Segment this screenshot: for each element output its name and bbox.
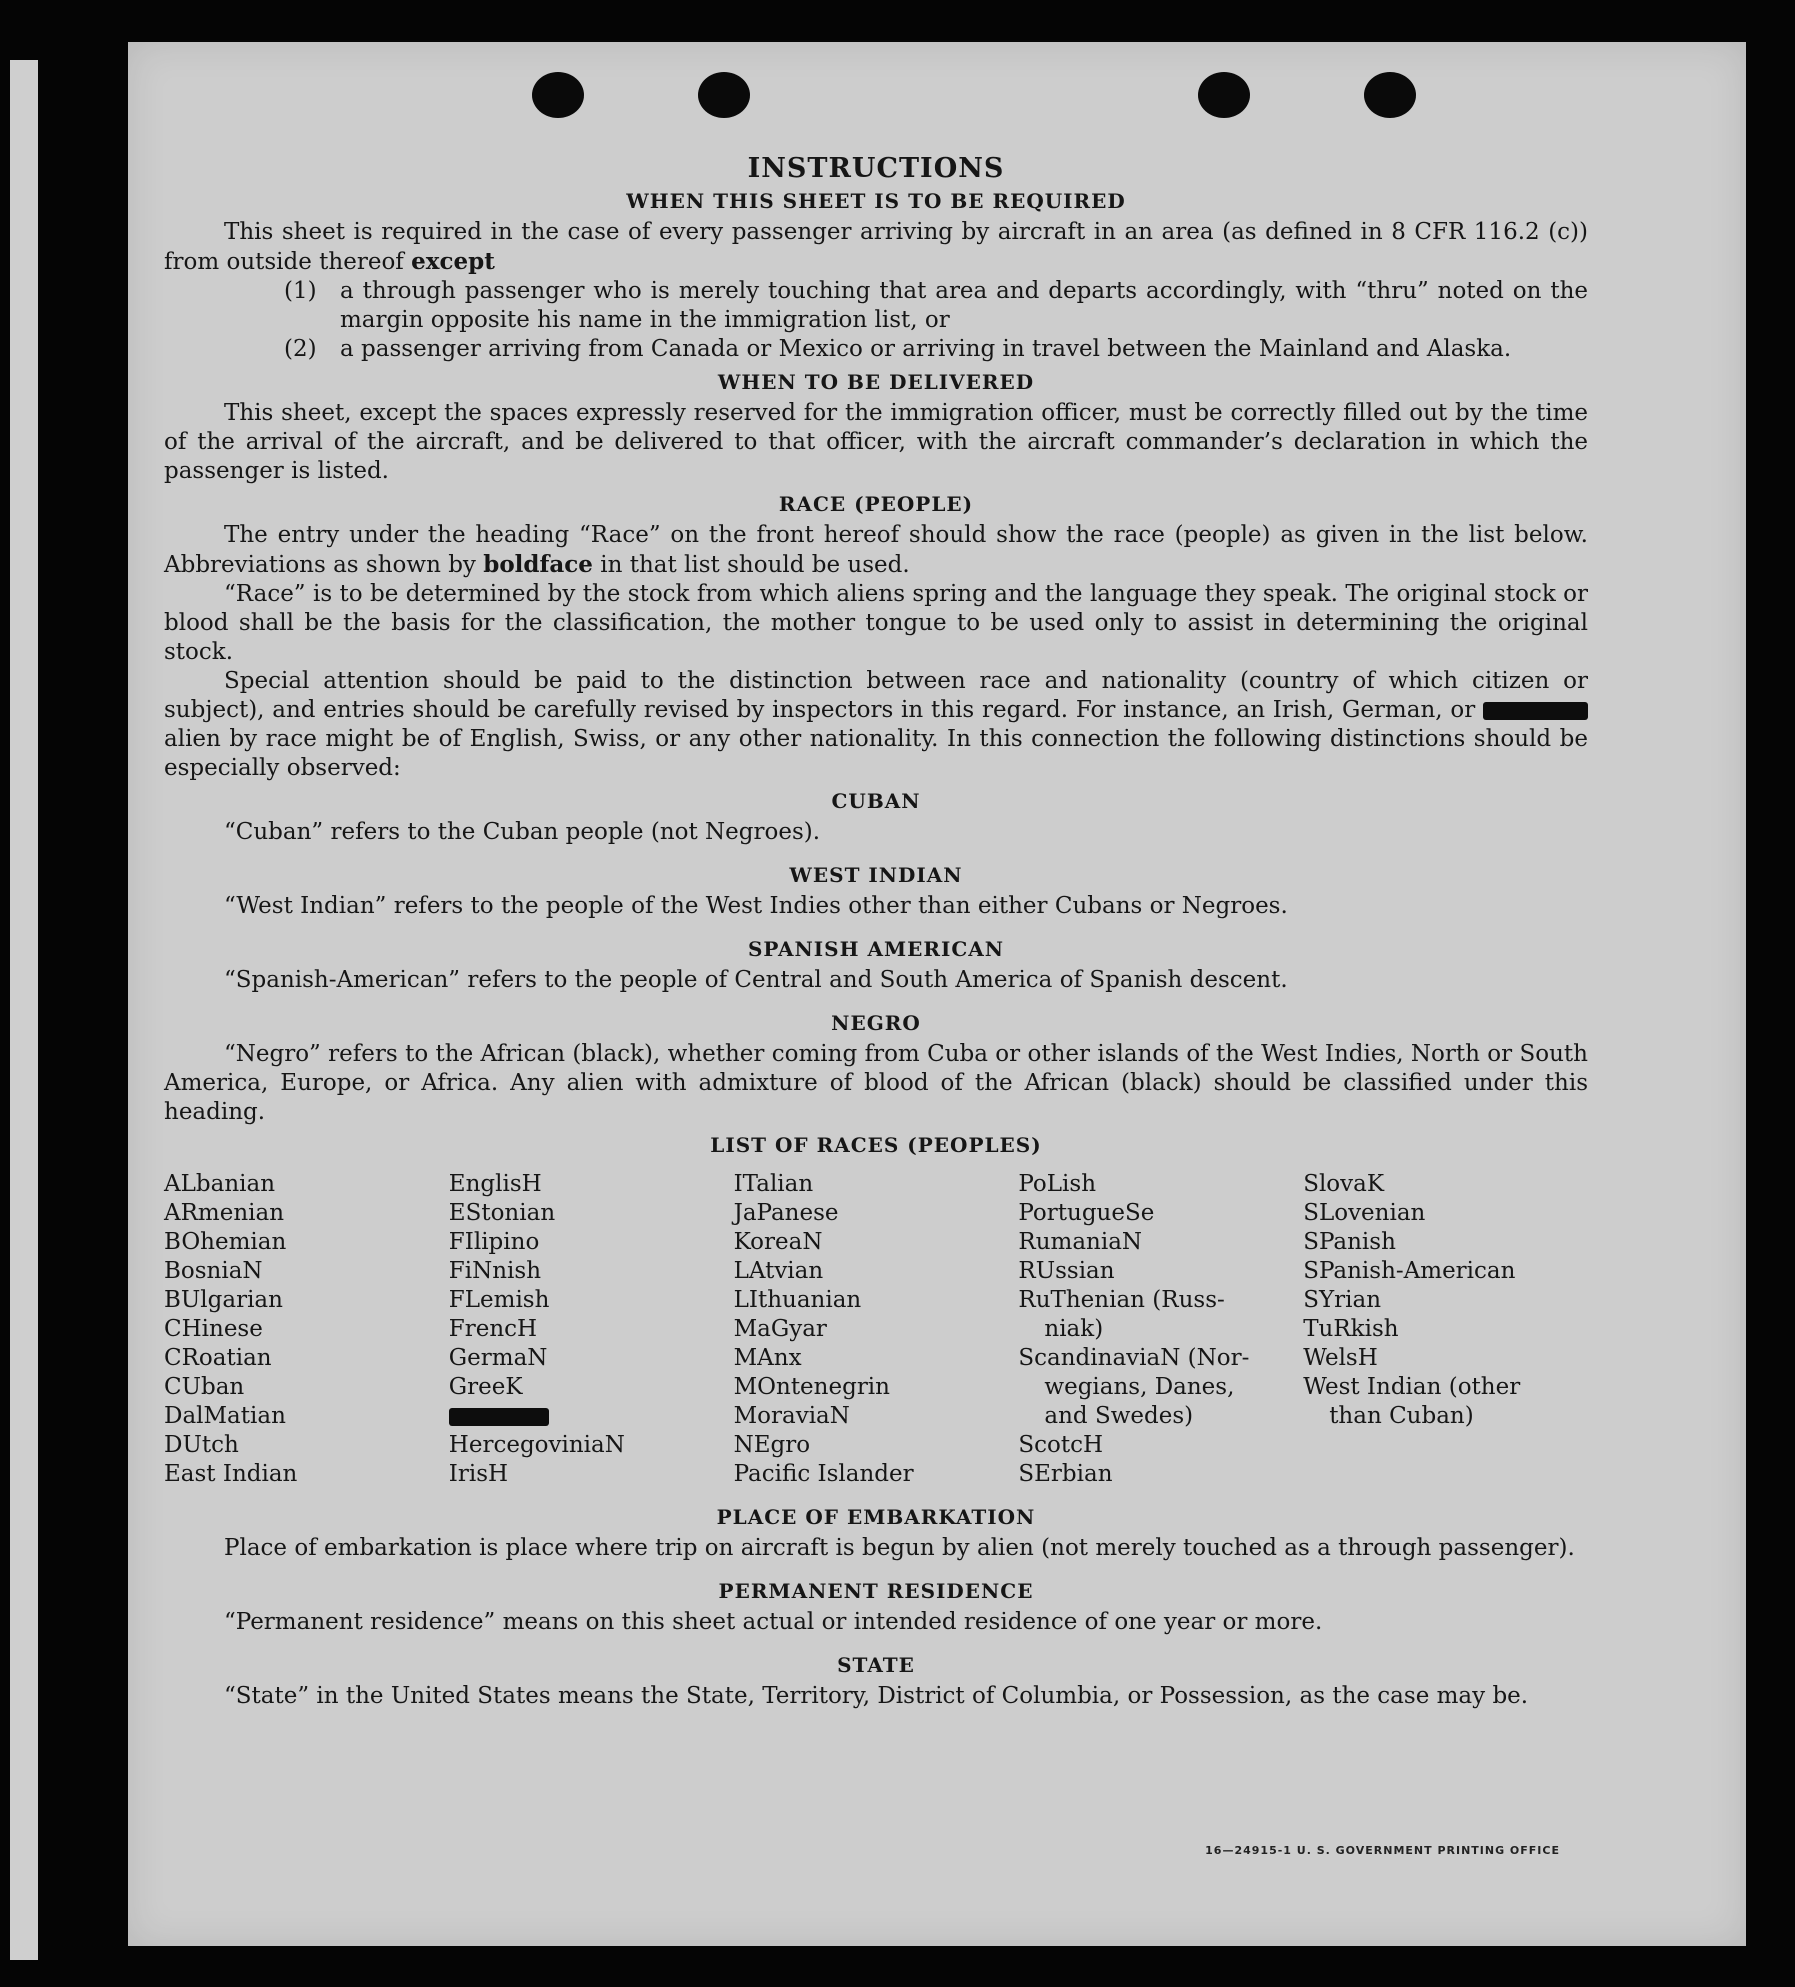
section-heading-negro: NEGRO xyxy=(831,1011,921,1035)
race-entry: FLemish xyxy=(448,1287,550,1313)
punch-hole xyxy=(698,72,750,118)
races-list xyxy=(164,1170,1588,1489)
race-entry: ALbanian xyxy=(164,1171,276,1197)
race-entry-continued: than Cuban) xyxy=(1329,1403,1474,1429)
race-entry: RUssian xyxy=(1018,1258,1115,1284)
race-entry: SLovenian xyxy=(1303,1200,1426,1226)
race-entry: WelsH xyxy=(1303,1345,1378,1371)
section-heading-west-indian: WEST INDIAN xyxy=(789,863,963,887)
redaction-mark xyxy=(1483,702,1588,720)
race-entry: FrencH xyxy=(448,1316,538,1342)
race-entry: BOhemian xyxy=(164,1229,287,1255)
printer-imprint: 16—24915-1 U. S. GOVERNMENT PRINTING OFFICE xyxy=(1205,1844,1560,1857)
boldface-word: boldface xyxy=(483,551,593,578)
race-entry: IrisH xyxy=(448,1461,509,1487)
races-column-5 xyxy=(1303,1170,1588,1489)
embarkation-text: Place of embarkation is place where trip on aircraft is begun by alien (not merely touched as a through passenger). xyxy=(224,1535,1575,1561)
required-item-1 xyxy=(164,277,1588,335)
race-entry: EStonian xyxy=(448,1200,556,1226)
race-entry: DalMatian xyxy=(164,1403,286,1429)
race-paragraph-1: The entry under the heading “Race” on the front hereof should show the race (people) as given in the list below. Abbreviations as shown by boldface in that list should be used. xyxy=(164,522,1588,578)
race-entry: BUlgarian xyxy=(164,1287,283,1313)
race-entry: KoreaN xyxy=(733,1229,823,1255)
race-entry: EnglisH xyxy=(448,1171,542,1197)
section-heading-cuban: CUBAN xyxy=(831,789,921,813)
races-column-3 xyxy=(734,1170,1019,1489)
race-entry-continued: and Swedes) xyxy=(1044,1403,1194,1429)
item-number: (2) xyxy=(284,336,317,362)
residence-text: “Permanent residence” means on this sheet actual or intended residence of one year or more. xyxy=(224,1609,1323,1635)
cuban-text: “Cuban” refers to the Cuban people (not Negroes). xyxy=(224,819,821,845)
race-entry: MOntenegrin xyxy=(733,1374,890,1400)
punch-hole xyxy=(1364,72,1416,118)
required-intro: This sheet is required in the case of every passenger arriving by aircraft in an area (as defined in 8 CFR 116.2 (c)) from outside thereof except xyxy=(164,219,1588,275)
page-title: INSTRUCTIONS xyxy=(747,153,1005,184)
race-entry-redacted xyxy=(449,1402,734,1431)
item-number: (1) xyxy=(284,278,317,304)
item-text: a through passenger who is merely touching that area and departs accordingly, with “thru” noted on the margin opposite his name in the immigration list, or xyxy=(340,278,1588,333)
section-heading-list-of-races: LIST OF RACES (PEOPLES) xyxy=(710,1133,1042,1157)
adjacent-page-edge xyxy=(10,60,38,1960)
item-text: a passenger arriving from Canada or Mexico or arriving in travel between the Mainland and Alaska. xyxy=(340,336,1512,362)
race-entry: CHinese xyxy=(164,1316,263,1342)
race-entry: ScandinaviaN (Nor- xyxy=(1018,1345,1250,1371)
race-entry: FIlipino xyxy=(448,1229,540,1255)
required-except: except xyxy=(411,248,495,275)
instructions-content xyxy=(164,154,1588,1711)
spanish-american-text: “Spanish-American” refers to the people of Central and South America of Spanish descent. xyxy=(224,967,1288,993)
race-entry: PortugueSe xyxy=(1018,1200,1155,1226)
race-entry: PoLish xyxy=(1018,1171,1097,1197)
race-entry: NEgro xyxy=(733,1432,811,1458)
punch-hole xyxy=(532,72,584,118)
race-entry: MoraviaN xyxy=(733,1403,850,1429)
races-column-4 xyxy=(1018,1170,1303,1489)
race-entry: LAtvian xyxy=(733,1258,824,1284)
race-entry: MAnx xyxy=(733,1345,802,1371)
section-heading-embarkation: PLACE OF EMBARKATION xyxy=(716,1505,1036,1529)
race-entry: RumaniaN xyxy=(1018,1229,1143,1255)
race-entry: FiNnish xyxy=(448,1258,542,1284)
race-entry: GermaN xyxy=(448,1345,548,1371)
race-entry-continued: wegians, Danes, xyxy=(1044,1374,1235,1400)
race-entry: SPanish-American xyxy=(1303,1258,1516,1284)
race-entry: MaGyar xyxy=(733,1316,827,1342)
state-text: “State” in the United States means the State, Territory, District of Columbia, or Possession, as the case may be. xyxy=(224,1683,1529,1709)
race-entry-continued: niak) xyxy=(1044,1316,1104,1342)
race-entry: SErbian xyxy=(1018,1461,1113,1487)
race-entry: ScotcH xyxy=(1018,1432,1104,1458)
section-heading-delivered: WHEN TO BE DELIVERED xyxy=(717,370,1035,394)
section-heading-residence: PERMANENT RESIDENCE xyxy=(718,1579,1034,1603)
race-entry: CUban xyxy=(164,1374,245,1400)
race-entry: ITalian xyxy=(733,1171,814,1197)
race-entry: SYrian xyxy=(1303,1287,1382,1313)
race-entry: LIthuanian xyxy=(733,1287,862,1313)
required-item-2 xyxy=(164,335,1588,364)
delivered-text: This sheet, except the spaces expressly reserved for the immigration officer, must be correctly filled out by the time of the arrival of the aircraft, and be delivered to that officer, with the aircraft commander’s declaration in which the passenger is listed. xyxy=(164,400,1588,484)
section-heading-race: RACE (PEOPLE) xyxy=(778,492,974,516)
section-heading-state: STATE xyxy=(837,1653,915,1677)
race-entry: Pacific Islander xyxy=(733,1461,914,1487)
race-paragraph-3: Special attention should be paid to the distinction between race and nationality (country of which citizen or subject), and entries should be carefully revised by inspectors in this regard. For instance, an Irish, German, or alien by race might be of English, Swiss, or any other nationality. In this connection the following distinctions should be especially observed: xyxy=(164,668,1588,781)
race-entry: East Indian xyxy=(164,1461,298,1487)
redaction-mark xyxy=(449,1408,549,1426)
race-entry: DUtch xyxy=(164,1432,239,1458)
race-entry: West Indian (other xyxy=(1303,1374,1521,1400)
negro-text: “Negro” refers to the African (black), whether coming from Cuba or other islands of the West Indies, North or South America, Europe, or Africa. Any alien with admixture of blood of the African (black) should be classified under this heading. xyxy=(164,1041,1588,1125)
race-entry: RuThenian (Russ- xyxy=(1018,1287,1225,1313)
section-heading-required: WHEN THIS SHEET IS TO BE REQUIRED xyxy=(626,189,1126,213)
race-entry: SPanish xyxy=(1303,1229,1396,1255)
race-entry: BosniaN xyxy=(164,1258,263,1284)
section-heading-spanish-american: SPANISH AMERICAN xyxy=(747,937,1005,961)
race-entry: SlovaK xyxy=(1303,1171,1385,1197)
race-paragraph-2: “Race” is to be determined by the stock from which aliens spring and the language they speak. The original stock or blood shall be the basis for the classification, the mother tongue to be used only to assist in determining the original stock. xyxy=(164,581,1588,665)
race-entry: CRoatian xyxy=(164,1345,272,1371)
race-entry: HercegoviniaN xyxy=(448,1432,625,1458)
race-entry: JaPanese xyxy=(733,1200,839,1226)
document-sheet xyxy=(128,42,1746,1946)
race-entry: GreeK xyxy=(448,1374,523,1400)
race-entry: TuRkish xyxy=(1303,1316,1399,1342)
race-entry: ARmenian xyxy=(164,1200,285,1226)
races-column-1 xyxy=(164,1170,449,1489)
races-column-2 xyxy=(449,1170,734,1489)
west-indian-text: “West Indian” refers to the people of the West Indies other than either Cubans or Negroes. xyxy=(224,893,1288,919)
punch-hole xyxy=(1198,72,1250,118)
